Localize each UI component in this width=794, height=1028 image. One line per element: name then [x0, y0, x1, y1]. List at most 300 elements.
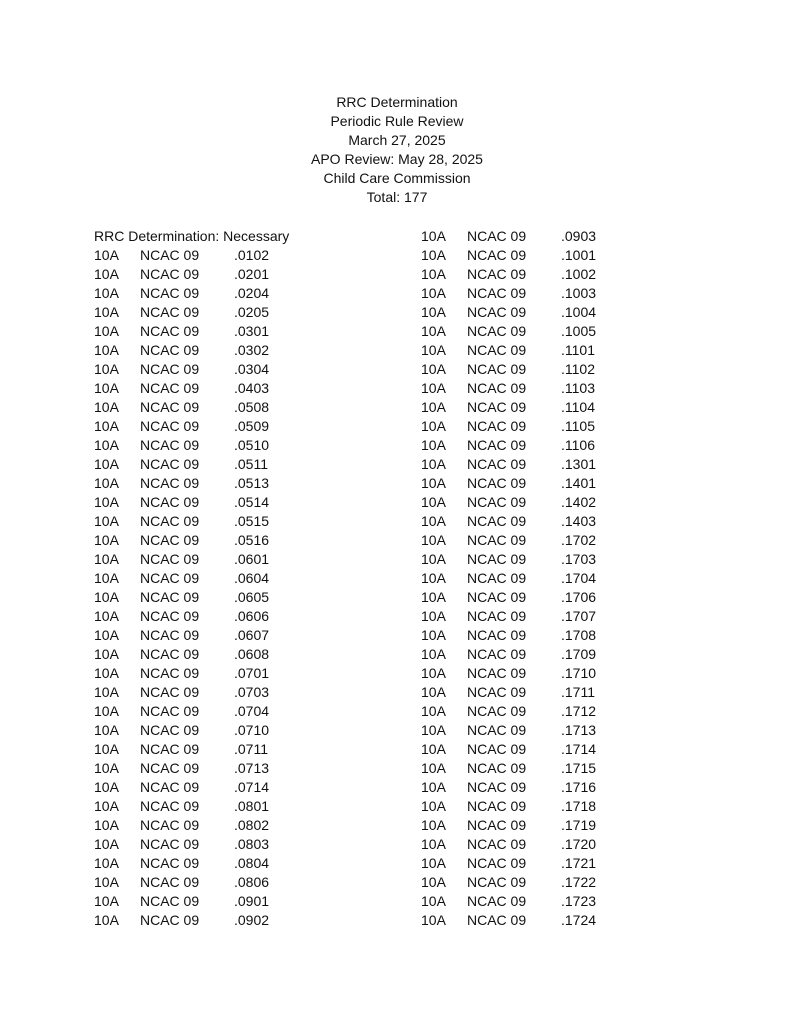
rule-title-cell: 10A: [421, 798, 446, 814]
rule-number-cell: .0509: [234, 418, 270, 434]
rule-number-cell: .1706: [561, 589, 597, 605]
rule-number-cell: .1719: [561, 817, 597, 833]
rule-number-cell: .1714: [561, 741, 597, 757]
rule-chapter-cell: NCAC 09: [467, 570, 527, 586]
rule-number-cell: .1005: [561, 323, 597, 339]
rule-title-cell: 10A: [421, 665, 446, 681]
rule-chapter-cell: NCAC 09: [467, 551, 527, 567]
rule-number-cell: .0403: [234, 380, 270, 396]
rule-row: [421, 759, 641, 778]
rule-number-cell: .1720: [561, 836, 597, 852]
rule-row: [94, 683, 314, 702]
rule-row: [421, 303, 641, 322]
rule-number-cell: .1713: [561, 722, 597, 738]
rule-row: [94, 379, 314, 398]
rule-row: [94, 797, 314, 816]
rule-row: [421, 778, 641, 797]
rule-number-cell: .0802: [234, 817, 270, 833]
rule-number-cell: .1102: [561, 361, 595, 377]
rule-chapter-cell: NCAC 09: [467, 285, 527, 301]
rule-title-cell: 10A: [94, 475, 119, 491]
rule-row: [421, 645, 641, 664]
rule-row: [421, 835, 641, 854]
rule-chapter-cell: NCAC 09: [467, 665, 527, 681]
rule-title-cell: 10A: [94, 456, 119, 472]
rule-chapter-cell: NCAC 09: [467, 475, 527, 491]
rule-number-cell: .1708: [561, 627, 597, 643]
rule-number-cell: .0711: [234, 741, 268, 757]
rule-chapter-cell: NCAC 09: [467, 342, 527, 358]
rule-number-cell: .1707: [561, 608, 597, 624]
rule-title-cell: 10A: [94, 437, 119, 453]
rule-title-cell: 10A: [94, 323, 119, 339]
header-subtitle: Periodic Rule Review: [330, 113, 464, 129]
rule-row: [421, 721, 641, 740]
rule-number-cell: .0515: [234, 513, 270, 529]
rule-row: [421, 569, 641, 588]
rule-row: [94, 246, 314, 265]
rule-chapter-cell: NCAC 09: [140, 247, 200, 263]
rule-title-cell: 10A: [94, 722, 119, 738]
rule-title-cell: 10A: [94, 874, 119, 890]
rule-number-cell: .1103: [561, 380, 595, 396]
rule-title-cell: 10A: [421, 722, 446, 738]
rule-row: [421, 683, 641, 702]
rule-row: [94, 854, 314, 873]
rule-row: [94, 721, 314, 740]
rule-chapter-cell: NCAC 09: [467, 266, 527, 282]
rule-chapter-cell: NCAC 09: [140, 703, 200, 719]
rule-chapter-cell: NCAC 09: [467, 684, 527, 700]
rule-title-cell: 10A: [421, 760, 446, 776]
rule-row: [421, 664, 641, 683]
left-rule-column: [94, 227, 314, 930]
rule-number-cell: .1002: [561, 266, 597, 282]
rule-row: [421, 455, 641, 474]
rule-chapter-cell: NCAC 09: [467, 760, 527, 776]
rule-number-cell: .0510: [234, 437, 270, 453]
header-total: Total: 177: [366, 189, 428, 205]
rule-number-cell: .0801: [234, 798, 270, 814]
rule-number-cell: .1105: [561, 418, 595, 434]
rule-row: [421, 512, 641, 531]
rule-row: [94, 759, 314, 778]
rule-title-cell: 10A: [94, 608, 119, 624]
rule-number-cell: .1703: [561, 551, 597, 567]
header-title: RRC Determination: [336, 94, 458, 110]
rule-chapter-cell: NCAC 09: [467, 304, 527, 320]
rule-row: [94, 778, 314, 797]
rule-chapter-cell: NCAC 09: [140, 304, 200, 320]
rule-chapter-cell: NCAC 09: [467, 817, 527, 833]
rule-title-cell: 10A: [94, 760, 119, 776]
rule-row: [94, 360, 314, 379]
rule-title-cell: 10A: [94, 589, 119, 605]
rule-row: [421, 493, 641, 512]
rule-chapter-cell: NCAC 09: [467, 418, 527, 434]
rule-row: [421, 284, 641, 303]
rule-row: [94, 835, 314, 854]
rule-number-cell: .0511: [234, 456, 268, 472]
rule-number-cell: .0608: [234, 646, 270, 662]
rule-row: [94, 664, 314, 683]
rule-title-cell: 10A: [94, 494, 119, 510]
rule-number-cell: .0516: [234, 532, 270, 548]
rule-chapter-cell: NCAC 09: [140, 874, 200, 890]
rule-chapter-cell: NCAC 09: [140, 817, 200, 833]
rule-chapter-cell: NCAC 09: [467, 893, 527, 909]
rule-title-cell: 10A: [421, 893, 446, 909]
rule-number-cell: .0607: [234, 627, 270, 643]
rule-row: [94, 531, 314, 550]
rule-number-cell: .1704: [561, 570, 597, 586]
rule-row: [94, 341, 314, 360]
rule-number-cell: .0710: [234, 722, 270, 738]
rule-title-cell: 10A: [94, 665, 119, 681]
right-rule-column: [421, 227, 641, 930]
rule-chapter-cell: NCAC 09: [140, 342, 200, 358]
rule-chapter-cell: NCAC 09: [140, 437, 200, 453]
rule-number-cell: .1711: [561, 684, 595, 700]
rule-number-cell: .1722: [561, 874, 597, 890]
rule-chapter-cell: NCAC 09: [467, 228, 527, 244]
rule-row: [94, 284, 314, 303]
rule-chapter-cell: NCAC 09: [140, 741, 200, 757]
rule-chapter-cell: NCAC 09: [140, 551, 200, 567]
rule-chapter-cell: NCAC 09: [467, 855, 527, 871]
rule-chapter-cell: NCAC 09: [140, 399, 200, 415]
rule-number-cell: .1003: [561, 285, 597, 301]
rule-chapter-cell: NCAC 09: [467, 456, 527, 472]
rule-row: [94, 873, 314, 892]
rule-row: [94, 455, 314, 474]
rule-title-cell: 10A: [421, 323, 446, 339]
rule-chapter-cell: NCAC 09: [140, 855, 200, 871]
rule-title-cell: 10A: [94, 684, 119, 700]
rule-title-cell: 10A: [421, 551, 446, 567]
rule-row: [421, 341, 641, 360]
rule-title-cell: 10A: [421, 570, 446, 586]
rule-row: [94, 607, 314, 626]
rule-title-cell: 10A: [421, 247, 446, 263]
rule-title-cell: 10A: [94, 855, 119, 871]
rule-title-cell: 10A: [421, 608, 446, 624]
rule-number-cell: .1718: [561, 798, 597, 814]
rule-chapter-cell: NCAC 09: [140, 513, 200, 529]
rule-chapter-cell: NCAC 09: [467, 247, 527, 263]
rule-row: [94, 265, 314, 284]
rule-number-cell: .1721: [561, 855, 597, 871]
rule-number-cell: .1101: [561, 342, 595, 358]
rule-title-cell: 10A: [421, 304, 446, 320]
rule-chapter-cell: NCAC 09: [140, 912, 200, 928]
rule-title-cell: 10A: [94, 342, 119, 358]
rule-number-cell: .1402: [561, 494, 597, 510]
rule-row: [421, 398, 641, 417]
rule-row: [421, 854, 641, 873]
rule-chapter-cell: NCAC 09: [140, 570, 200, 586]
rule-title-cell: 10A: [421, 627, 446, 643]
rule-title-cell: 10A: [421, 912, 446, 928]
rule-number-cell: .0701: [234, 665, 270, 681]
rule-chapter-cell: NCAC 09: [140, 836, 200, 852]
rule-row: [94, 474, 314, 493]
header-agency: Child Care Commission: [323, 170, 471, 186]
rule-number-cell: .0102: [234, 247, 270, 263]
rule-chapter-cell: NCAC 09: [467, 722, 527, 738]
rule-row: [94, 911, 314, 930]
rule-row: [421, 816, 641, 835]
rule-chapter-cell: NCAC 09: [467, 836, 527, 852]
rule-row: [421, 322, 641, 341]
rule-number-cell: .1104: [561, 399, 595, 415]
rule-chapter-cell: NCAC 09: [467, 646, 527, 662]
rule-number-cell: .0301: [234, 323, 270, 339]
rule-chapter-cell: NCAC 09: [140, 494, 200, 510]
rule-title-cell: 10A: [94, 741, 119, 757]
header-date: March 27, 2025: [348, 132, 446, 148]
rule-row: [94, 588, 314, 607]
rule-title-cell: 10A: [94, 247, 119, 263]
rule-title-cell: 10A: [94, 703, 119, 719]
rule-number-cell: .0601: [234, 551, 270, 567]
rule-title-cell: 10A: [94, 380, 119, 396]
rule-row: [421, 873, 641, 892]
rule-number-cell: .1723: [561, 893, 597, 909]
rule-number-cell: .1709: [561, 646, 597, 662]
rule-chapter-cell: NCAC 09: [140, 684, 200, 700]
rule-row: [421, 740, 641, 759]
rule-number-cell: .1724: [561, 912, 597, 928]
rule-title-cell: 10A: [421, 646, 446, 662]
rule-chapter-cell: NCAC 09: [140, 779, 200, 795]
rule-title-cell: 10A: [421, 494, 446, 510]
rule-title-cell: 10A: [94, 817, 119, 833]
rule-chapter-cell: NCAC 09: [140, 722, 200, 738]
header-apo-review: APO Review: May 28, 2025: [311, 151, 483, 167]
rule-chapter-cell: NCAC 09: [140, 532, 200, 548]
rule-number-cell: .1401: [561, 475, 597, 491]
rule-title-cell: 10A: [94, 399, 119, 415]
rule-row: [94, 512, 314, 531]
rule-row: [94, 816, 314, 835]
rule-chapter-cell: NCAC 09: [140, 266, 200, 282]
rule-row: [94, 569, 314, 588]
rule-chapter-cell: NCAC 09: [467, 513, 527, 529]
rule-row: [421, 607, 641, 626]
rule-number-cell: .0714: [234, 779, 270, 795]
rule-number-cell: .0606: [234, 608, 270, 624]
rule-chapter-cell: NCAC 09: [140, 475, 200, 491]
rule-title-cell: 10A: [94, 551, 119, 567]
rule-chapter-cell: NCAC 09: [467, 779, 527, 795]
rule-title-cell: 10A: [421, 437, 446, 453]
rule-number-cell: .1715: [561, 760, 597, 776]
rule-number-cell: .0803: [234, 836, 270, 852]
rule-chapter-cell: NCAC 09: [140, 893, 200, 909]
rule-row: [421, 626, 641, 645]
rule-chapter-cell: NCAC 09: [467, 627, 527, 643]
rule-row: [421, 911, 641, 930]
rule-chapter-cell: NCAC 09: [140, 361, 200, 377]
rule-title-cell: 10A: [94, 893, 119, 909]
rule-row: [421, 588, 641, 607]
rule-row: [94, 702, 314, 721]
rule-row: [421, 265, 641, 284]
rule-title-cell: 10A: [94, 779, 119, 795]
rule-row: [421, 474, 641, 493]
rule-title-cell: 10A: [421, 418, 446, 434]
rule-chapter-cell: NCAC 09: [140, 608, 200, 624]
rule-number-cell: .0205: [234, 304, 270, 320]
rule-chapter-cell: NCAC 09: [140, 380, 200, 396]
rule-chapter-cell: NCAC 09: [467, 798, 527, 814]
rule-row: [94, 892, 314, 911]
rule-row: [94, 303, 314, 322]
rule-row: [94, 398, 314, 417]
rule-number-cell: .0304: [234, 361, 270, 377]
rule-row: [94, 626, 314, 645]
rule-row: [421, 702, 641, 721]
rule-chapter-cell: NCAC 09: [140, 760, 200, 776]
rule-title-cell: 10A: [94, 361, 119, 377]
rule-title-cell: 10A: [421, 874, 446, 890]
rule-chapter-cell: NCAC 09: [467, 494, 527, 510]
rule-title-cell: 10A: [421, 513, 446, 529]
rule-row: [421, 417, 641, 436]
rule-number-cell: .0713: [234, 760, 270, 776]
rule-title-cell: 10A: [421, 589, 446, 605]
rule-row: [94, 493, 314, 512]
rule-number-cell: .0605: [234, 589, 270, 605]
rule-number-cell: .0204: [234, 285, 270, 301]
rule-title-cell: 10A: [94, 513, 119, 529]
rule-number-cell: .0703: [234, 684, 270, 700]
rule-chapter-cell: NCAC 09: [140, 646, 200, 662]
rule-title-cell: 10A: [94, 627, 119, 643]
rule-chapter-cell: NCAC 09: [140, 285, 200, 301]
rule-chapter-cell: NCAC 09: [467, 399, 527, 415]
rule-chapter-cell: NCAC 09: [140, 589, 200, 605]
rule-chapter-cell: NCAC 09: [467, 608, 527, 624]
rule-number-cell: .0903: [561, 228, 597, 244]
rule-number-cell: .0514: [234, 494, 270, 510]
rule-row: [94, 740, 314, 759]
rule-title-cell: 10A: [421, 836, 446, 852]
rule-number-cell: .1403: [561, 513, 597, 529]
rule-title-cell: 10A: [421, 342, 446, 358]
rule-row: [421, 227, 641, 246]
rule-row: [421, 550, 641, 569]
rule-chapter-cell: NCAC 09: [140, 418, 200, 434]
rule-chapter-cell: NCAC 09: [467, 912, 527, 928]
rule-row: [94, 550, 314, 569]
rule-number-cell: .0804: [234, 855, 270, 871]
rule-number-cell: .0604: [234, 570, 270, 586]
rule-number-cell: .1712: [561, 703, 597, 719]
rule-chapter-cell: NCAC 09: [467, 323, 527, 339]
rule-title-cell: 10A: [94, 570, 119, 586]
rule-chapter-cell: NCAC 09: [140, 665, 200, 681]
determination-heading: RRC Determination: Necessary: [94, 228, 290, 244]
rule-chapter-cell: NCAC 09: [467, 874, 527, 890]
rule-chapter-cell: NCAC 09: [467, 589, 527, 605]
rule-title-cell: 10A: [421, 380, 446, 396]
rule-title-cell: 10A: [94, 532, 119, 548]
rule-title-cell: 10A: [421, 684, 446, 700]
document-header: [0, 93, 794, 207]
rule-title-cell: 10A: [421, 855, 446, 871]
rule-row: [94, 322, 314, 341]
rule-number-cell: .0302: [234, 342, 270, 358]
rule-title-cell: 10A: [421, 703, 446, 719]
rule-title-cell: 10A: [421, 399, 446, 415]
rule-title-cell: 10A: [94, 646, 119, 662]
rule-number-cell: .0902: [234, 912, 270, 928]
rule-row: [421, 531, 641, 550]
rule-title-cell: 10A: [421, 228, 446, 244]
rule-row: [421, 360, 641, 379]
rule-number-cell: .1301: [561, 456, 597, 472]
rule-chapter-cell: NCAC 09: [467, 703, 527, 719]
rule-title-cell: 10A: [421, 361, 446, 377]
rule-number-cell: .1710: [561, 665, 597, 681]
rule-chapter-cell: NCAC 09: [140, 798, 200, 814]
rule-row: [421, 892, 641, 911]
rule-title-cell: 10A: [421, 741, 446, 757]
rule-title-cell: 10A: [94, 304, 119, 320]
rule-title-cell: 10A: [421, 456, 446, 472]
rule-number-cell: .0806: [234, 874, 270, 890]
rule-row: [421, 436, 641, 455]
rule-chapter-cell: NCAC 09: [140, 627, 200, 643]
rule-chapter-cell: NCAC 09: [467, 361, 527, 377]
rule-chapter-cell: NCAC 09: [140, 456, 200, 472]
rule-row: [94, 645, 314, 664]
rule-title-cell: 10A: [421, 817, 446, 833]
rule-row: [94, 417, 314, 436]
rule-number-cell: .1716: [561, 779, 597, 795]
rule-number-cell: .1106: [561, 437, 595, 453]
rule-number-cell: .1004: [561, 304, 597, 320]
rule-chapter-cell: NCAC 09: [467, 380, 527, 396]
rule-title-cell: 10A: [94, 912, 119, 928]
rule-title-cell: 10A: [94, 836, 119, 852]
rule-row: [421, 246, 641, 265]
rule-title-cell: 10A: [94, 266, 119, 282]
rule-number-cell: .0508: [234, 399, 270, 415]
rule-title-cell: 10A: [421, 475, 446, 491]
rule-title-cell: 10A: [421, 266, 446, 282]
rule-number-cell: .1702: [561, 532, 597, 548]
rule-chapter-cell: NCAC 09: [140, 323, 200, 339]
rule-title-cell: 10A: [94, 798, 119, 814]
rule-chapter-cell: NCAC 09: [467, 437, 527, 453]
rule-title-cell: 10A: [421, 779, 446, 795]
rule-row: [421, 379, 641, 398]
rule-chapter-cell: NCAC 09: [467, 741, 527, 757]
rule-title-cell: 10A: [94, 418, 119, 434]
rule-row: [94, 436, 314, 455]
rule-chapter-cell: NCAC 09: [467, 532, 527, 548]
rule-row: [421, 797, 641, 816]
rule-number-cell: .0201: [234, 266, 270, 282]
rule-number-cell: .0513: [234, 475, 270, 491]
rule-title-cell: 10A: [94, 285, 119, 301]
rule-number-cell: .1001: [561, 247, 597, 263]
rule-title-cell: 10A: [421, 285, 446, 301]
rule-title-cell: 10A: [421, 532, 446, 548]
